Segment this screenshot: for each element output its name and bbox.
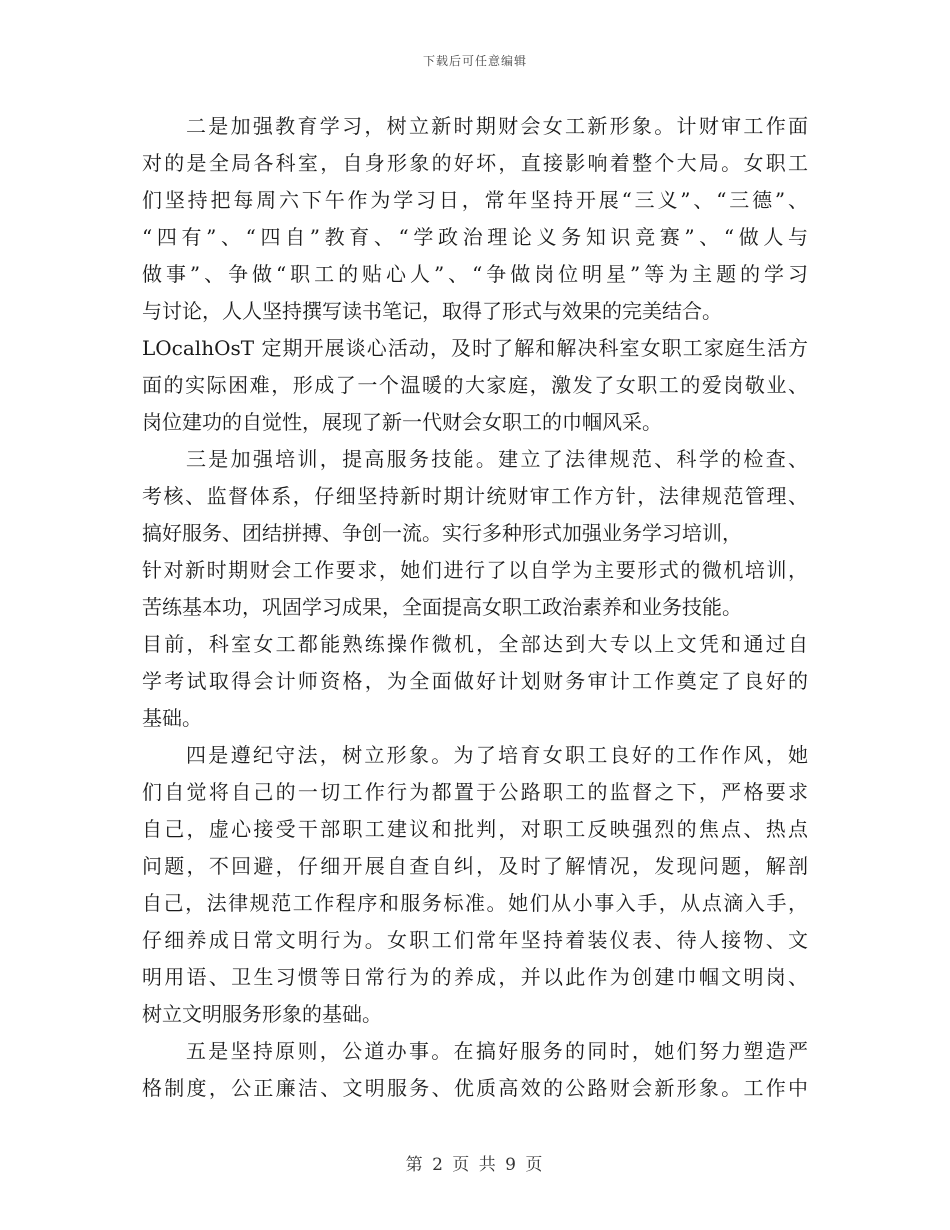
text-line: 岗位建功的自觉性，展现了新一代财会女职工的巾帼风采。	[142, 410, 662, 434]
text-line: 面的实际困难，形成了一个温暖的大家庭，激发了女职工的爱岗敬业、	[142, 373, 808, 397]
text-line: 对的是全局各科室，自身形象的好坏，直接影响着整个大局。女职工	[142, 151, 808, 175]
text-line: 目前，科室女工都能熟练操作微机，全部达到大专以上文凭和通过自	[142, 632, 808, 656]
text-line: 们自觉将自己的一切工作行为都置于公路职工的监督之下，严格要求	[142, 780, 808, 804]
text-line: 做事”、争做“职工的贴心人”、“争做岗位明星”等为主题的学习	[142, 262, 808, 286]
document-body	[142, 108, 808, 1107]
text-line: 问题，不回避，仔细开展自查自纠，及时了解情况，发现问题，解剖	[142, 854, 808, 878]
text-line: LOcalhOsT 定期开展谈心活动，及时了解和解决科室女职工家庭生活方	[142, 336, 808, 360]
text-line: 针对新时期财会工作要求，她们进行了以自学为主要形式的微机培训，	[142, 558, 808, 582]
text-line: 与讨论，人人坚持撰写读书笔记，取得了形式与效果的完美结合。	[142, 299, 722, 323]
text-line: 仔细养成日常文明行为。女职工们常年坚持着装仪表、待人接物、文	[142, 928, 808, 952]
page-number-footer: 第 2 页 共 9 页	[405, 1155, 545, 1175]
text-line: 格制度，公正廉洁、文明服务、优质高效的公路财会新形象。工作中	[142, 1076, 808, 1100]
text-line: 二是加强教育学习，树立新时期财会女工新形象。计财审工作面	[186, 114, 808, 138]
page-header: 下载后可任意编辑	[422, 54, 527, 68]
text-line: 三是加强培训，提高服务技能。建立了法律规范、科学的检查、	[186, 447, 808, 471]
text-line: 苦练基本功，巩固学习成果，全面提高女职工政治素养和业务技能。	[142, 595, 742, 619]
text-line: 搞好服务、团结拼搏、争创一流。实行多种形式加强业务学习培训，	[142, 521, 742, 545]
text-line: 自己，虚心接受干部职工建议和批判，对职工反映强烈的焦点、热点	[142, 817, 808, 841]
text-line: 基础。	[142, 706, 202, 730]
text-line: 考核、监督体系，仔细坚持新时期计统财审工作方针，法律规范管理、	[142, 484, 808, 508]
text-line: 学考试取得会计师资格，为全面做好计划财务审计工作奠定了良好的	[142, 669, 808, 693]
text-line: 明用语、卫生习惯等日常行为的养成，并以此作为创建巾帼文明岗、	[142, 965, 808, 989]
text-line: 树立文明服务形象的基础。	[142, 1002, 382, 1026]
text-line: 四是遵纪守法，树立形象。为了培育女职工良好的工作作风，她	[186, 743, 808, 767]
text-line: 自己，法律规范工作程序和服务标准。她们从小事入手，从点滴入手，	[142, 891, 808, 915]
text-line: 们坚持把每周六下午作为学习日，常年坚持开展“三义”、“三德”、	[142, 188, 808, 212]
text-line: 五是坚持原则，公道办事。在搞好服务的同时，她们努力塑造严	[186, 1039, 808, 1063]
text-line: “四有”、“四自”教育、“学政治理论义务知识竞赛”、“做人与	[142, 225, 808, 249]
